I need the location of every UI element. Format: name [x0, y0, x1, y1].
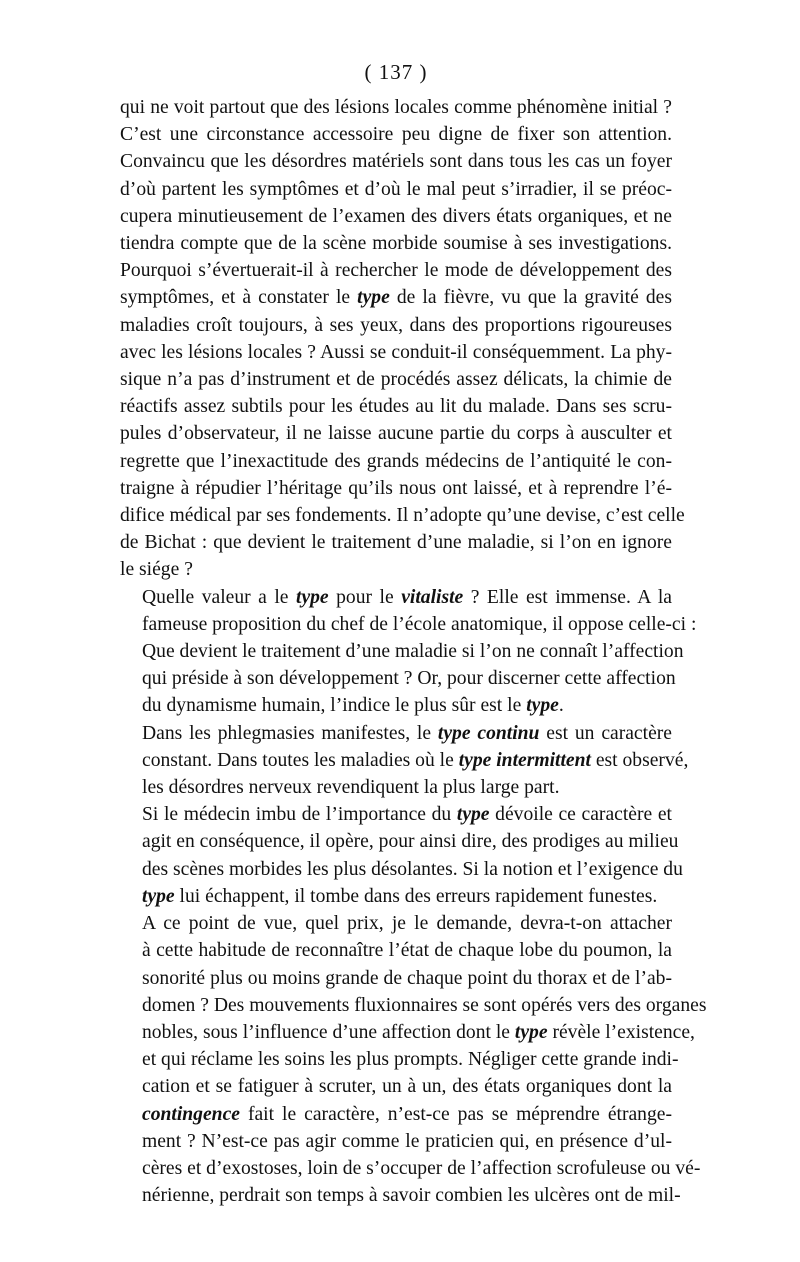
text-line: cupera minutieusement de l’examen des divers états organiques, et ne — [120, 205, 672, 227]
text-line: difice médical par ses fondements. Il n’adopte qu’une devise, c’est celle — [120, 505, 685, 527]
text-line: cères et d’exostoses, loin de s’occuper de l’affection scrofuleuse ou vé- — [142, 1157, 701, 1179]
text-line: pules d’observateur, il ne laisse aucune partie du corps à ausculter et — [120, 423, 672, 445]
text-line: du dynamisme humain, l’indice le plus sûr est le type. — [142, 695, 564, 717]
text-line: nobles, sous l’influence d’une affection dont le type révèle l’existence, — [142, 1021, 695, 1043]
text-line: cation et se fatiguer à scruter, un à un, des états organiques dont la — [142, 1076, 672, 1098]
paragraph-p4 — [120, 801, 683, 910]
text-line: nérienne, perdrait son temps à savoir combien les ulcères ont de mil- — [142, 1185, 681, 1207]
book-page — [120, 58, 707, 1209]
text-line: agit en conséquence, il opère, pour ainsi dire, des prodiges au milieu — [142, 831, 679, 853]
text-line: maladies croît toujours, à ses yeux, dans des proportions rigoureuses — [120, 314, 672, 336]
text-line: type lui échappent, il tombe dans des erreurs rapidement funestes. — [142, 885, 658, 907]
body-text — [120, 94, 707, 1209]
paragraph-p3 — [120, 720, 689, 802]
text-line: Quelle valeur a le type pour le vitaliste ? Elle est immense. A la — [142, 586, 672, 608]
paragraph-p1 — [120, 94, 685, 584]
text-line: contingence fait le caractère, n’est-ce pas se méprendre étrange- — [142, 1103, 672, 1125]
page-number: ( 137 ) — [364, 60, 428, 84]
text-line: qui ne voit partout que des lésions locales comme phénomène initial ? — [120, 97, 672, 118]
text-line: domen ? Des mouvements fluxionnaires se sont opérés vers des organes — [142, 994, 707, 1016]
text-line: sique n’a pas d’instrument et de procédés assez délicats, la chimie de — [120, 369, 672, 391]
text-line: réactifs assez subtils pour les études au lit du malade. Dans ses scru- — [120, 396, 672, 418]
paragraph-p5 — [120, 910, 707, 1209]
text-line: regrette que l’inexactitude des grands médecins de l’antiquité le con- — [120, 450, 672, 472]
text-line: tiendra compte que de la scène morbide soumise à ses investigations. — [120, 233, 672, 255]
emphasized-word: type intermittent — [458, 749, 591, 771]
emphasized-word: type — [526, 695, 559, 717]
emphasized-word: type — [296, 586, 329, 608]
paragraph-p2 — [120, 584, 697, 720]
text-line: symptômes, et à constater le type de la fièvre, vu que la gravité des — [120, 287, 672, 309]
text-line: sonorité plus ou moins grande de chaque point du thorax et de l’ab- — [142, 967, 672, 989]
emphasized-word: contingence — [142, 1103, 240, 1125]
text-line: A ce point de vue, quel prix, je le demande, devra-t-on attacher — [142, 913, 672, 935]
text-line: avec les lésions locales ? Aussi se conduit-il conséquemment. La phy- — [120, 341, 672, 363]
text-line: Convaincu que les désordres matériels sont dans tous les cas un foyer — [120, 151, 672, 173]
text-line: traigne à répudier l’héritage qu’ils nous ont laissé, et à reprendre l’é- — [120, 477, 672, 499]
text-line: des scènes morbides les plus désolantes. Si la notion et l’exigence du — [142, 858, 683, 880]
emphasized-word: type — [456, 804, 490, 826]
text-line: et qui réclame les soins les plus prompts. Négliger cette grande indi- — [142, 1049, 679, 1071]
text-line: Que devient le traitement d’une maladie si l’on ne connaît l’affection — [142, 641, 684, 663]
text-line: le siége ? — [120, 559, 193, 581]
text-line: Si le médecin imbu de l’importance du type dévoile ce caractère et — [142, 804, 672, 826]
text-line: Pourquoi s’évertuerait-il à rechercher le mode de développement des — [120, 260, 672, 282]
text-line: Dans les phlegmasies manifestes, le type continu est un caractère — [142, 722, 672, 744]
text-line: qui préside à son développement ? Or, pour discerner cette affection — [142, 668, 676, 690]
text-line: de Bichat : que devient le traitement d’une maladie, si l’on en ignore — [120, 532, 672, 554]
emphasized-word: type — [357, 287, 390, 309]
text-line: constant. Dans toutes les maladies où le type intermittent est observé, — [142, 749, 689, 771]
emphasized-word: type — [142, 885, 175, 907]
text-line: C’est une circonstance accessoire peu digne de fixer son attention. — [120, 124, 672, 146]
text-line: les désordres nerveux revendiquent la plus large part. — [142, 777, 560, 799]
emphasized-word: type continu — [437, 722, 540, 744]
text-line: ment ? N’est-ce pas agir comme le praticien qui, en présence d’ul- — [142, 1130, 672, 1152]
text-line: à cette habitude de reconnaître l’état de chaque lobe du poumon, la — [142, 940, 672, 962]
text-line: fameuse proposition du chef de l’école anatomique, il oppose celle-ci : — [142, 613, 697, 635]
emphasized-word: vitaliste — [401, 586, 464, 608]
text-line: d’où partent les symptômes et d’où le mal peut s’irradier, il se préoc- — [120, 178, 672, 200]
emphasized-word: type — [514, 1021, 548, 1043]
